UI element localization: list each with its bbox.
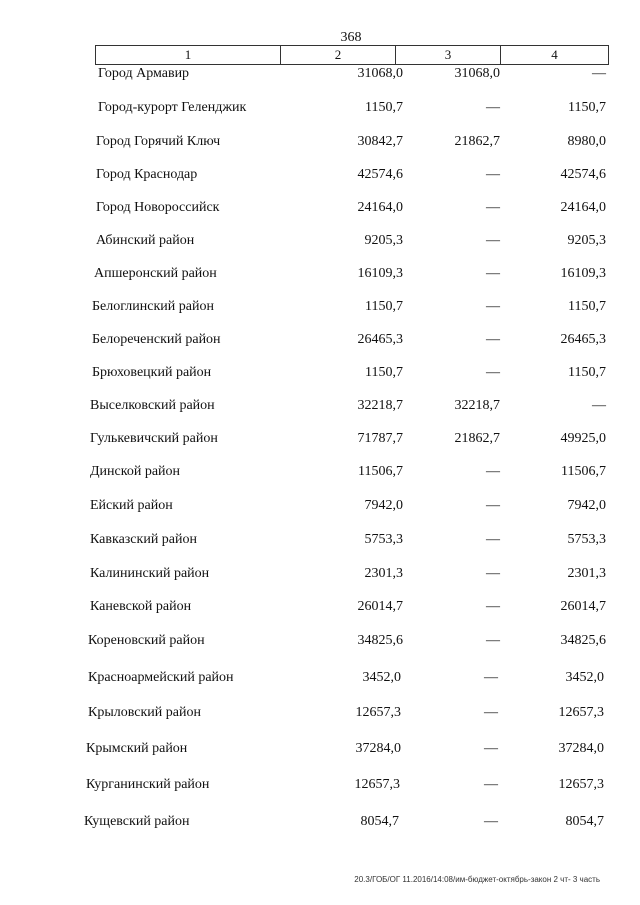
cell-col-2: 34825,6 — [357, 633, 403, 648]
table-row — [0, 66, 640, 86]
cell-col-3: — — [484, 777, 498, 792]
cell-col-2: 30842,7 — [357, 134, 403, 149]
district-name: Кореновский район — [88, 633, 205, 648]
district-name: Город Краснодар — [96, 167, 198, 182]
cell-col-2: 2301,3 — [364, 566, 403, 581]
cell-col-3: — — [486, 233, 500, 248]
cell-col-3: 32218,7 — [454, 398, 500, 413]
cell-col-3: — — [486, 365, 500, 380]
cell-col-4: 24164,0 — [560, 200, 606, 215]
cell-col-2: 32218,7 — [357, 398, 403, 413]
cell-col-2: 16109,3 — [357, 266, 403, 281]
cell-col-4: 7942,0 — [567, 498, 606, 513]
cell-col-4: 26465,3 — [560, 332, 606, 347]
table-row — [0, 134, 640, 154]
cell-col-2: 26465,3 — [357, 332, 403, 347]
cell-col-4: 12657,3 — [558, 705, 604, 720]
table-row — [0, 431, 640, 451]
cell-col-2: 8054,7 — [360, 814, 399, 829]
cell-col-2: 5753,3 — [364, 532, 403, 547]
table-row — [0, 365, 640, 385]
cell-col-2: 12657,3 — [354, 777, 400, 792]
table-row — [0, 741, 640, 761]
column-header-4: 4 — [551, 47, 558, 62]
district-name: Калининский район — [90, 566, 210, 581]
cell-col-2: 1150,7 — [365, 100, 403, 115]
column-header-1: 1 — [96, 46, 281, 64]
table-row — [0, 814, 640, 834]
cell-col-3: — — [486, 566, 500, 581]
page-number: 368 — [340, 30, 362, 45]
table-row — [0, 498, 640, 518]
district-name: Кавказский район — [90, 532, 198, 547]
cell-col-3: — — [486, 464, 500, 479]
district-name: Курганинский район — [86, 777, 210, 792]
table-row — [0, 705, 640, 725]
district-name: Белореченский район — [92, 332, 221, 347]
table-row — [0, 464, 640, 484]
table-row — [0, 332, 640, 352]
cell-col-3: — — [484, 705, 498, 720]
district-name: Город Армавир — [98, 66, 190, 81]
cell-col-2: 42574,6 — [357, 167, 403, 182]
cell-col-2: 37284,0 — [355, 741, 401, 756]
cell-col-3: — — [486, 200, 500, 215]
table-row — [0, 777, 640, 797]
cell-col-3: 21862,7 — [454, 134, 500, 149]
cell-col-4: 42574,6 — [560, 167, 606, 182]
table-row — [0, 532, 640, 552]
cell-col-4: 3452,0 — [565, 670, 604, 685]
district-name: Город Горячий Ключ — [96, 134, 221, 149]
table-row — [0, 100, 640, 120]
cell-col-3: — — [486, 167, 500, 182]
cell-col-3: — — [486, 332, 500, 347]
district-name: Красноармейский район — [88, 670, 234, 685]
table-row — [0, 299, 640, 319]
cell-col-4: 9205,3 — [567, 233, 606, 248]
table-row — [0, 566, 640, 586]
district-name: Динской район — [90, 464, 181, 479]
cell-col-2: 1150,7 — [365, 365, 403, 380]
cell-col-4: 5753,3 — [567, 532, 606, 547]
district-name: Выселковский район — [90, 398, 215, 413]
cell-col-4: 1150,7 — [568, 299, 606, 314]
cell-col-3: — — [486, 299, 500, 314]
cell-col-4: 16109,3 — [560, 266, 606, 281]
cell-col-2: 12657,3 — [355, 705, 401, 720]
cell-col-4: 49925,0 — [560, 431, 606, 446]
table-header — [95, 45, 609, 65]
table-row — [0, 633, 640, 653]
table-row — [0, 167, 640, 187]
table-row — [0, 266, 640, 286]
cell-col-2: 71787,7 — [357, 431, 403, 446]
district-name: Кущевский район — [84, 814, 190, 829]
cell-col-3: — — [484, 670, 498, 685]
district-name: Брюховецкий район — [92, 365, 212, 380]
table-row — [0, 233, 640, 253]
cell-col-4: 37284,0 — [558, 741, 604, 756]
district-name: Крыловский район — [88, 705, 201, 720]
cell-col-2: 26014,7 — [357, 599, 403, 614]
district-name: Апшеронский район — [94, 266, 217, 281]
table-row — [0, 398, 640, 418]
cell-col-4: 34825,6 — [560, 633, 606, 648]
cell-col-3: — — [486, 498, 500, 513]
cell-col-4: 1150,7 — [568, 365, 606, 380]
table-row — [0, 599, 640, 619]
district-name: Ейский район — [90, 498, 173, 513]
cell-col-2: 11506,7 — [358, 464, 403, 479]
cell-col-2: 7942,0 — [364, 498, 403, 513]
column-header-2: 2 — [281, 46, 396, 64]
cell-col-3: — — [486, 599, 500, 614]
district-name: Город Новороссийск — [96, 200, 220, 215]
cell-col-3: — — [486, 532, 500, 547]
footer-note: 20.3/ГОБ/ОГ 11.2016/14:08/им-бюджет-октябрь-закон 2 чт- 3 часть — [354, 875, 600, 884]
cell-col-2: 1150,7 — [365, 299, 403, 314]
cell-col-4: 26014,7 — [560, 599, 606, 614]
table-row — [0, 200, 640, 220]
cell-col-2: 3452,0 — [362, 670, 401, 685]
cell-col-3: — — [486, 266, 500, 281]
cell-col-4: 12657,3 — [558, 777, 604, 792]
cell-col-4: — — [592, 398, 606, 413]
cell-col-4: 8980,0 — [567, 134, 606, 149]
district-name: Гулькевичский район — [90, 431, 218, 446]
cell-col-2: 24164,0 — [357, 200, 403, 215]
cell-col-4: 11506,7 — [561, 464, 606, 479]
cell-col-4: — — [592, 66, 606, 81]
district-name: Крымский район — [86, 741, 188, 756]
cell-col-2: 9205,3 — [364, 233, 403, 248]
cell-col-4: 2301,3 — [567, 566, 606, 581]
district-name: Город-курорт Геленджик — [98, 100, 247, 115]
cell-col-3: — — [484, 741, 498, 756]
table-row — [0, 670, 640, 690]
district-name: Каневской район — [90, 599, 192, 614]
cell-col-3: — — [486, 633, 500, 648]
column-header-3: 3 — [396, 46, 501, 64]
cell-col-3: — — [484, 814, 498, 829]
cell-col-3: 21862,7 — [454, 431, 500, 446]
cell-col-3: — — [486, 100, 500, 115]
cell-col-3: 31068,0 — [454, 66, 500, 81]
cell-col-2: 31068,0 — [357, 66, 403, 81]
district-name: Белоглинский район — [92, 299, 214, 314]
cell-col-4: 1150,7 — [568, 100, 606, 115]
cell-col-4: 8054,7 — [565, 814, 604, 829]
district-name: Абинский район — [96, 233, 195, 248]
